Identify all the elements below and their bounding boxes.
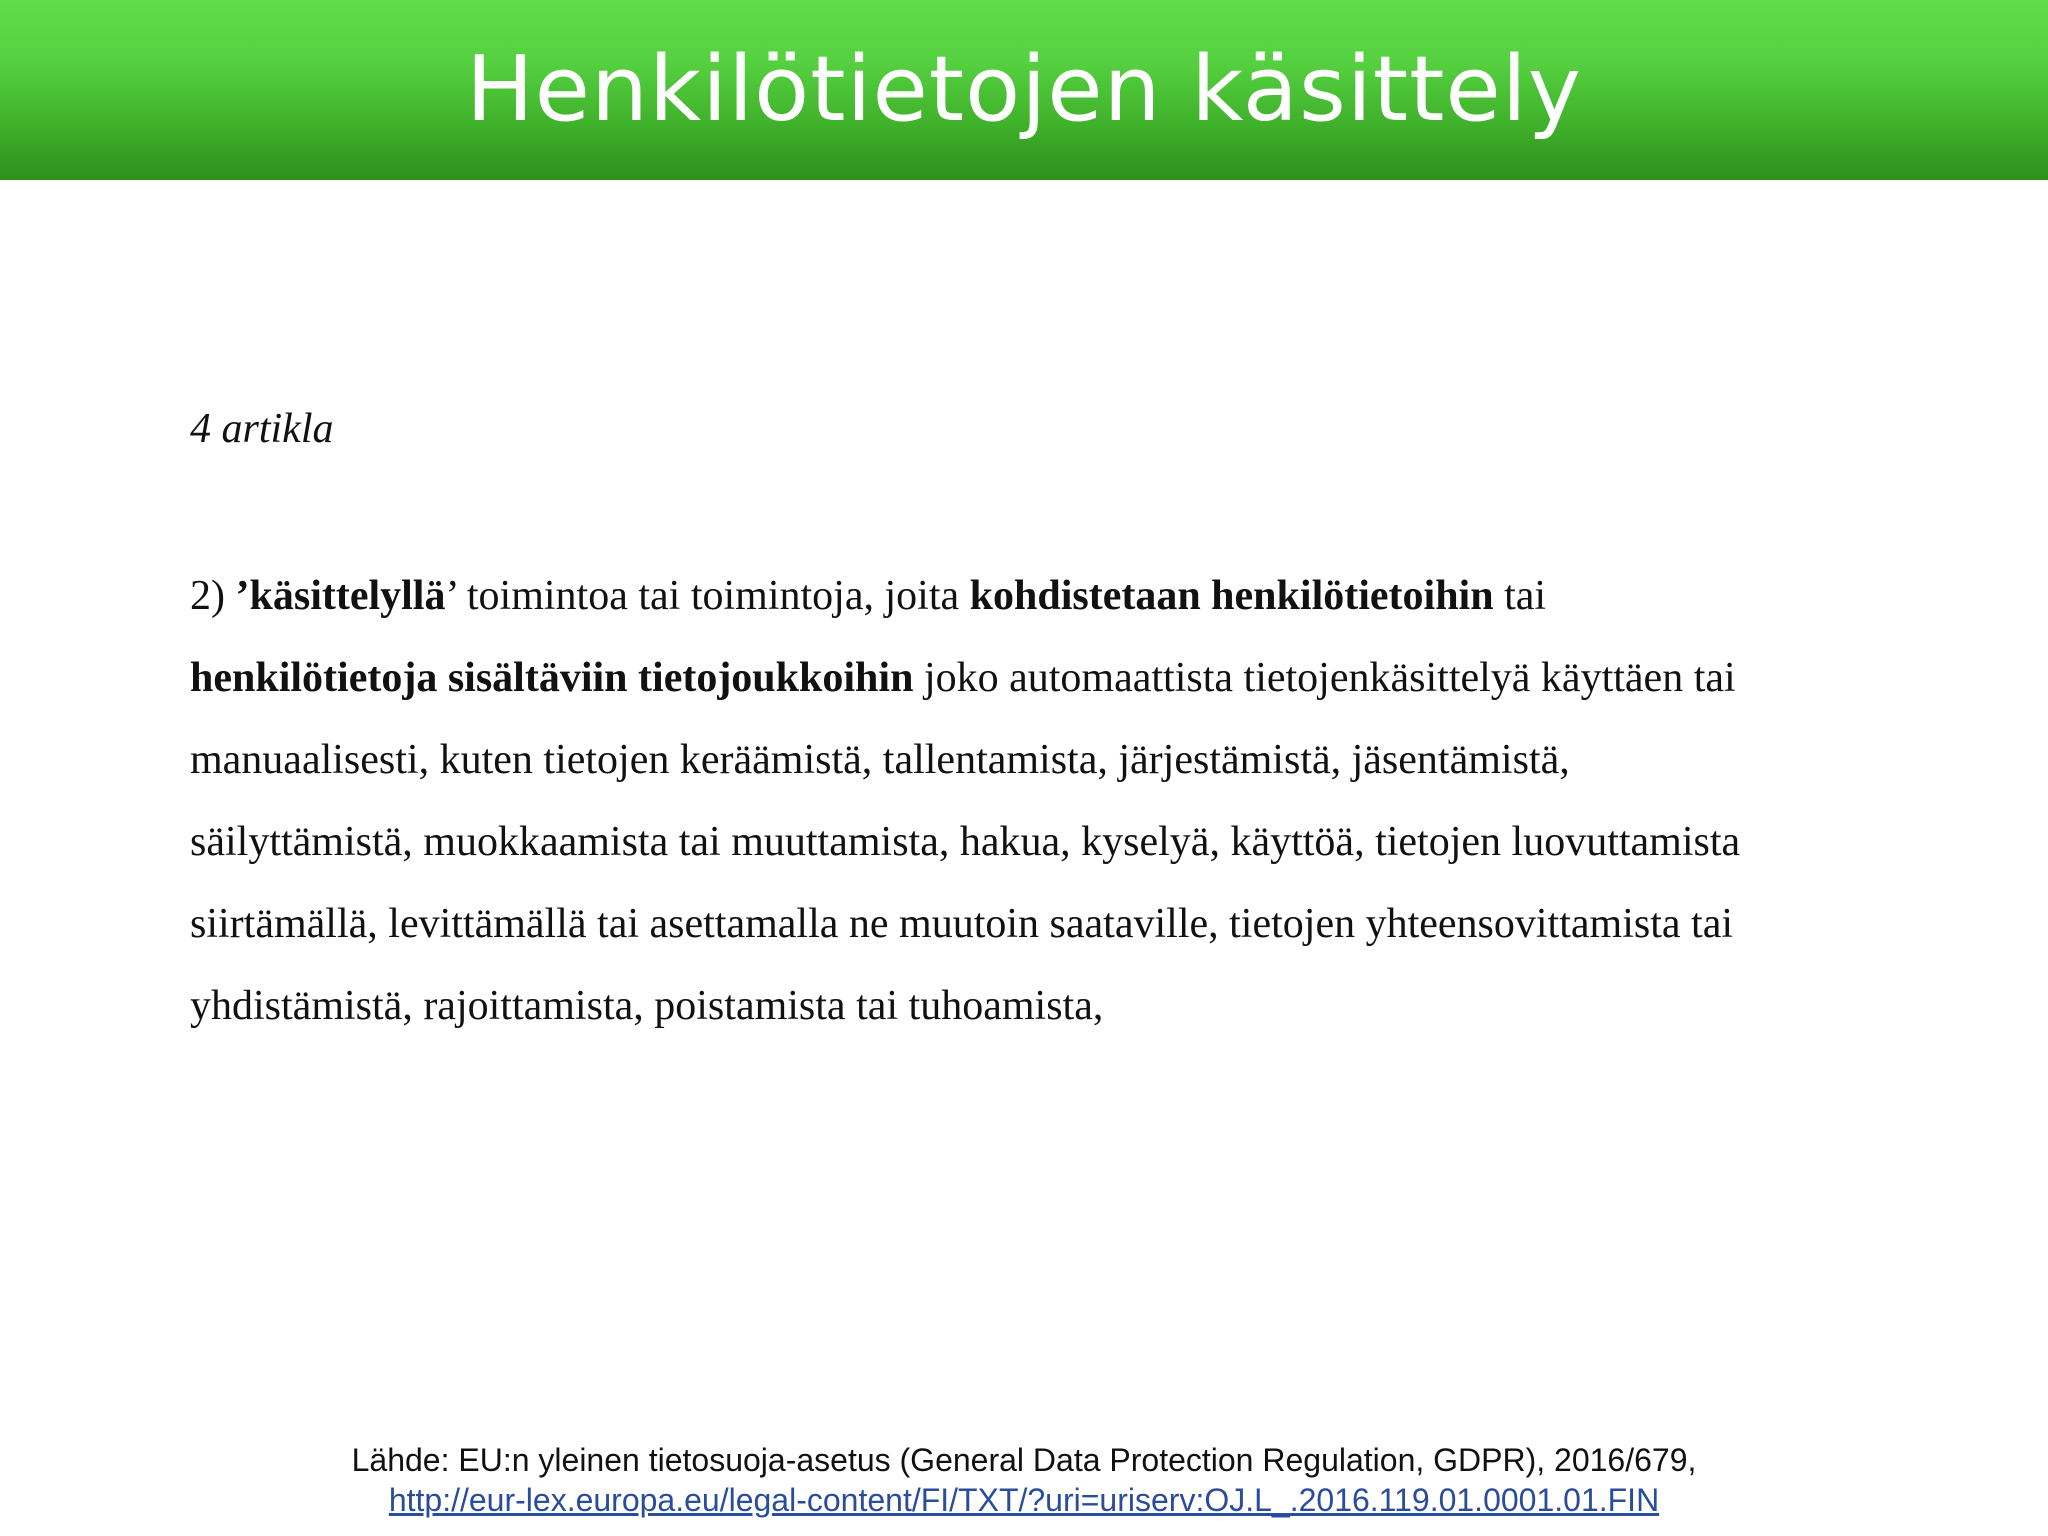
article-heading: 4 artikla (190, 406, 334, 452)
bold-phrase: kohdistetaan henkilötietoihin (969, 573, 1494, 619)
paragraph-line-1 (190, 560, 1910, 642)
source-footer (0, 1440, 2048, 1520)
source-link[interactable]: http://eur-lex.europa.eu/legal-content/FI/TXT/?uri=uriserv:OJ.L_.2016.119.01.0001.01.FIN (388, 1482, 1660, 1518)
bold-phrase: henkilötietoja sisältäviin tietojoukkoihin (190, 655, 914, 701)
text-segment: joko automaattista tietojenkäsittelyä käyttäen tai (913, 655, 1736, 701)
source-link-line (0, 1480, 2048, 1520)
text-segment: tai (1493, 573, 1547, 619)
paragraph-line-6: yhdistämistä, rajoittamista, poistamista tai tuhoamista, (190, 983, 1104, 1029)
paragraph-line-4: säilyttämistä, muokkaamista tai muuttamista, hakua, kyselyä, käyttöä, tietojen luovuttamista (190, 819, 1741, 865)
text-segment: ’ toimintoa tai toimintoja, joita (445, 573, 970, 619)
source-citation: Lähde: EU:n yleinen tietosuoja-asetus (General Data Protection Regulation, GDPR), 2016/679, (351, 1442, 1697, 1478)
paragraph-line-5: siirtämällä, levittämällä tai asettamalla ne muutoin saataville, tietojen yhteensovittamista tai (190, 901, 1734, 947)
definition-paragraph (190, 560, 1910, 1052)
paragraph-line-2 (190, 642, 1910, 724)
item-number: 2) (190, 573, 236, 619)
defined-term: ’käsittelyllä (235, 573, 446, 619)
paragraph-line-3: manuaalisesti, kuten tietojen keräämistä, tallentamista, järjestämistä, jäsentämistä, (190, 737, 1570, 783)
slide-title: Henkilötietojen käsittely (465, 37, 1583, 142)
